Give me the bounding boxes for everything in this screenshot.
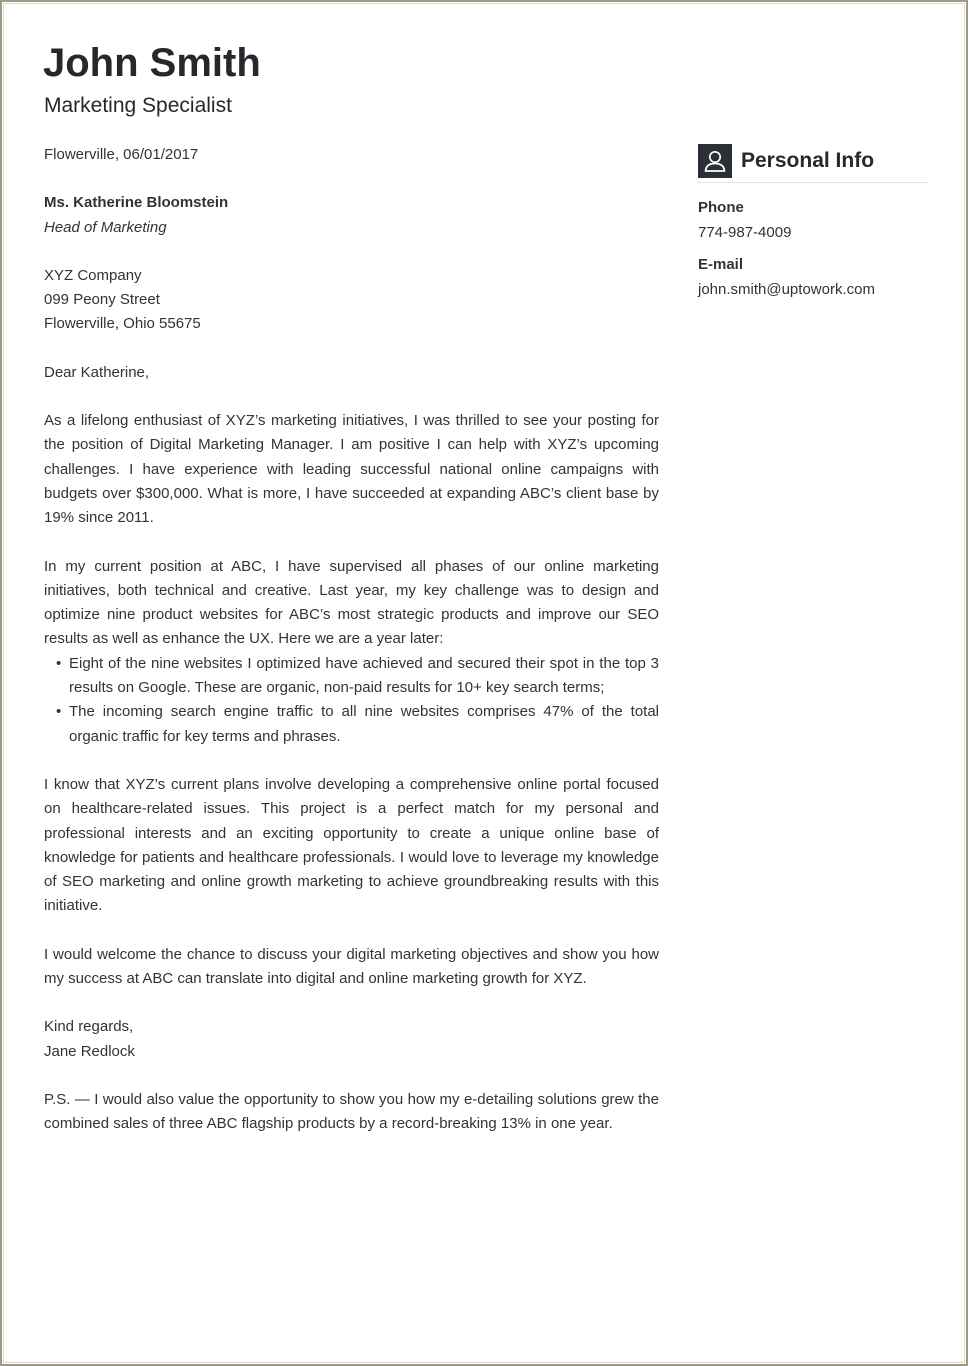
email-value: john.smith@uptowork.com (698, 281, 875, 298)
recipient-company: XYZ Company (44, 266, 142, 284)
paragraph-intro: As a lifelong enthusiast of XYZ’s marketing initiatives, I was thrilled to see your posting for the position of Digital Marketing Manager. I am positive I can help with XYZ’s upcoming challenges. I have experience with leading successful national online campaigns with budgets over $300,000. What is more, I have succeeded at expanding ABC’s client base by 19% since 2011. (44, 412, 659, 527)
phone-label: Phone (698, 199, 744, 216)
phone-value: 774-987-4009 (698, 224, 792, 241)
person-icon-glyph (702, 148, 728, 174)
recipient-block (44, 191, 659, 240)
list-item: • Eight of the nine websites I optimized have achieved and secured their spot in the top 3 results on Google. These are organic, non-paid results for 10+ key search terms; (69, 652, 659, 701)
personal-info-heading (698, 144, 928, 183)
postscript: P.S. — I would also value the opportunity to show you how my e-detailing solutions grew the combined sales of three ABC flagship products by a record-breaking 13% in one year. (44, 1090, 659, 1133)
paragraph-motivation: I know that XYZ’s current plans involve developing a comprehensive online portal focused on healthcare-related issues. This project is a perfect match for my personal and professional interests and an exciting opportunity to create a unique online base of knowledge for patients and healthcare professionals. I would love to leverage my knowledge of SEO marketing and online growth marketing to achieve groundbreaking results with this initiative. (44, 775, 659, 915)
personal-info-section (698, 144, 928, 299)
email-label: E-mail (698, 256, 744, 273)
greeting: Dear Katherine, (44, 363, 150, 381)
experience-block (44, 555, 659, 749)
signature: Jane Redlock (44, 1042, 135, 1060)
closing-block (44, 1015, 659, 1064)
letter-body (44, 143, 659, 1137)
achievement-list (44, 652, 659, 749)
person-icon (698, 144, 732, 178)
paragraph-experience: In my current position at ABC, I have supervised all phases of our online marketing initiatives, both technical and creative. Last year, my key challenge was to design and optimize nine product websites for ABC’s most strategic products and improve our SEO results as well as enhance the UX. Here we are a year later: (44, 557, 659, 648)
paragraph-call-to-action: I would welcome the chance to discuss your digital marketing objectives and show you how my success at ABC can translate into digital and online marketing growth for XYZ. (44, 945, 659, 988)
sender-name: John Smith (43, 41, 261, 85)
sender-title: Marketing Specialist (44, 94, 232, 117)
recipient-title: Head of Marketing (44, 218, 167, 236)
recipient-address (44, 264, 659, 337)
place-date: Flowerville, 06/01/2017 (44, 146, 199, 163)
recipient-city: Flowerville, Ohio 55675 (44, 315, 201, 333)
recipient-name: Ms. Katherine Bloomstein (44, 194, 229, 212)
list-item: • The incoming search engine traffic to all nine websites comprises 47% of the total organic traffic for key terms and phrases. (69, 700, 659, 749)
section-title: Personal Info (741, 149, 875, 172)
recipient-street: 099 Peony Street (44, 291, 160, 309)
closing: Kind regards, (44, 1018, 134, 1036)
